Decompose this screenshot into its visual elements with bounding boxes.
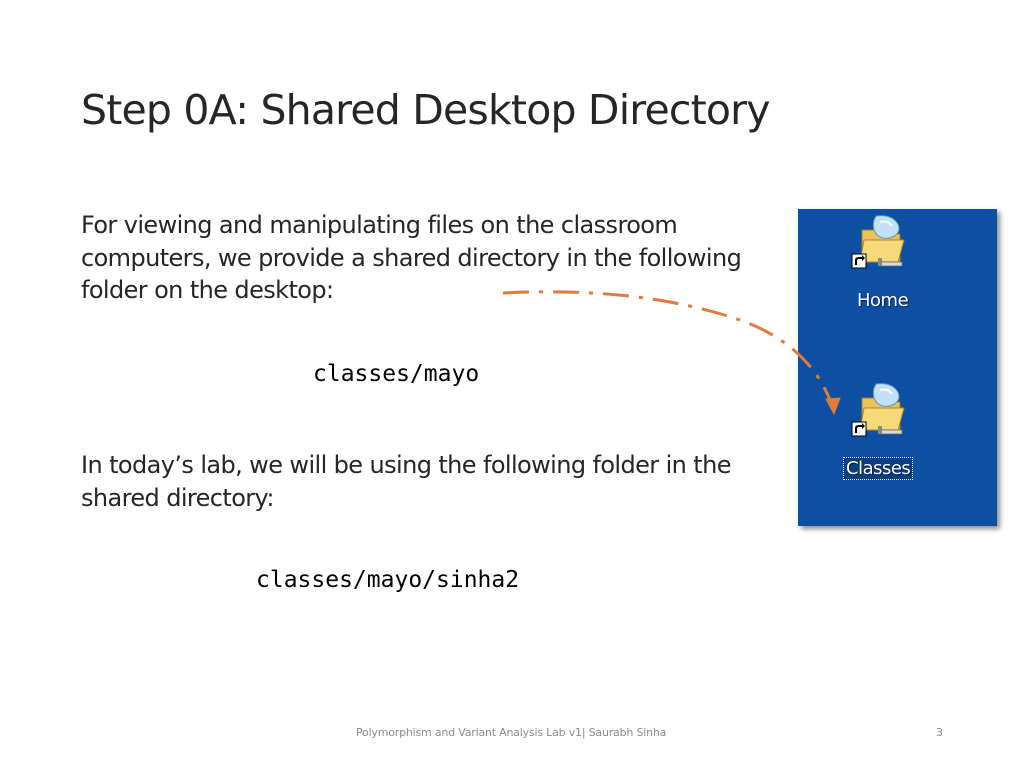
footer-text: Polymorphism and Variant Analysis Lab v1| Saurabh Sinha: [356, 726, 667, 739]
page-number: 3: [936, 726, 943, 739]
classes-folder-shortcut-icon[interactable]: [850, 380, 910, 440]
shared-folder-path: classes/mayo: [313, 361, 480, 387]
lab-folder-paragraph: In today’s lab, we will be using the following folder in the shared directory:: [81, 451, 731, 512]
classes-icon-label[interactable]: Classes: [843, 457, 913, 480]
lab-folder-path: classes/mayo/sinha2: [256, 567, 520, 593]
home-icon-label[interactable]: Home: [857, 290, 909, 311]
intro-paragraph: For viewing and manipulating files on the classroom computers, we provide a shared directory in the following folder on the desktop:: [81, 211, 742, 304]
home-folder-shortcut-icon[interactable]: [850, 212, 910, 272]
slide-title: Step 0A: Shared Desktop Directory: [81, 86, 770, 134]
